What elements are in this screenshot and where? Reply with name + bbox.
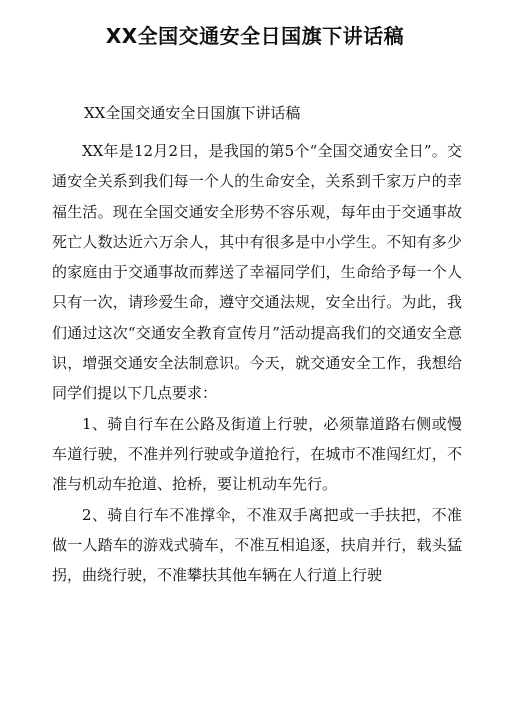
paragraph-rule-2: 2、骑自行车不准撑伞，不准双手离把或一手扶把，不准做一人踏车的游戏式骑车，不准互相追逐，扶肩并行，载头猛拐，曲绕行驶，不准攀扶其他车辆在人行道上行驶 [52,505,462,585]
document-body [52,136,462,590]
paragraph-intro: XX年是12月2日，是我国的第5个“全国交通安全日”。交通安全关系到我们每一个人的生命安全，关系到千家万户的幸福生活。现在全国交通安全形势不容乐观，每年由于交通事故死亡人数达近六万余人，其中有很多是中小学生。不知有多少的家庭由于交通事故而葬送了幸福同学们，生命给予每一个人只有一次，请珍爱生命，遵守交通法规，安全出行。为此，我们通过这次“交通安全教育宣传月”活动提高我们的交通安全意识，增强交通安全法制意识。今天，就交通安全工作，我想给同学们提以下几点要求： [52,142,462,403]
paragraph-rule-1: 1、骑自行车在公路及街道上行驶，必须靠道路右侧或慢车道行驶，不准并列行驶或争道抢行，在城市不准闯红灯，不准与机动车抢道、抢桥，要让机动车先行。 [52,414,462,494]
document-title: XX全国交通安全日国旗下讲话稿 [105,24,405,48]
document-subtitle: XX全国交通安全日国旗下讲话稿 [84,104,301,122]
